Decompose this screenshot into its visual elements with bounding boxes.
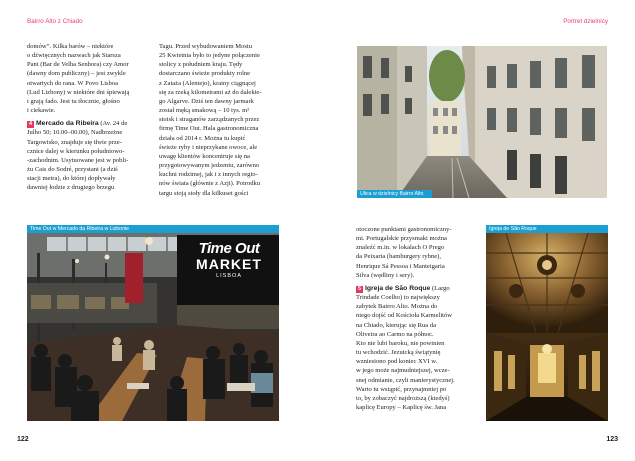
photo-caption-church: Igreja de São Roque [486,225,608,233]
text-line: mi. Portugalskie przysmaki można [356,235,447,243]
text-line: go Algarve. Dziś ten dawny jarmark [159,97,254,105]
market-photo [27,225,279,421]
text-line: Henrique Sá Pessoa i Manteigaria [356,262,445,270]
text-line: da Peixaria (hamburgery rybne), [356,253,441,261]
text-line: się za rzeką kilometrami aż do dalekie- [159,88,262,96]
text-line: kuchni rodzimej, jak i z innych regio- [159,171,258,179]
text-line: (dawny dom publiczny) – jest zwykle [27,70,126,78]
text-line: przygotowywanym jedzeniu, zarówno [159,162,260,170]
text-line: Tagu. Przed wybudowaniem Mostu [159,43,253,50]
text-line: targu stoją stoły dla kilkuset gości [159,189,249,197]
text-line: (Lud Lizbony) w niektóre dni śpiewają [27,88,130,96]
text-line: na Chiado, kierując się Rua da [356,321,436,329]
church-photo [486,225,608,421]
text-line: świeże ryby i nieprzykane owoce, ale [159,143,258,151]
photo-caption-street: Ulica w dzielnicy Bairro Alto [357,190,432,198]
text-line: został męką smakową – 10 tys. m² [159,107,250,115]
map-marker-4: 4 [28,121,33,128]
text-line: uwagę klientów koncentruje się na [159,152,250,160]
text-line: Targowisko, znajduje się tłwie prze- [27,138,122,146]
text-column-1 [27,42,149,193]
text-line: Trindade Coelho) to największy [356,294,440,302]
page-number-left: 122 [17,436,29,443]
text-line: dostarczano świeże produkty rolne [159,70,251,78]
text-line: stacji metra), do której dopływały [27,175,116,183]
section-heading-mercado [27,119,149,128]
text-line: znaleźć m.in. w lokalach O Prego [356,244,445,252]
text-line: o dźwięcznych nazwach jak Starsza [27,52,121,60]
text-line: Pani (Bar de Velha Senhora) czy Amor [27,61,129,69]
text-line: tu wchodzić. Jezuicką świątynię [356,349,441,357]
time-out-market-logo [187,241,271,279]
heading-rest: (Largo [430,284,450,292]
text-line: i grają fado. Jest tu tłocznie, głośno [27,97,120,105]
text-line: i ciekawie. [27,107,56,115]
logo-line-2: MARKET [196,256,262,272]
text-line: stolicy z południem kraju. Tędy [159,61,243,69]
text-line: otwartych do rana. W Povo Lisboa [27,79,119,87]
text-line: wzniesiono pod koniec XVI w. [356,358,438,366]
text-column-3 [356,225,478,412]
text-line: Warto tu wstąpić, przynajmniej po [356,385,447,393]
text-line: działa od 2014 r. Można tu kupić [159,134,246,142]
text-line: kaplicę Europy – Kaplicę św. Jana [356,403,447,411]
street-photo [357,46,607,198]
text-line: Julho 50; 10.00–00.00), Nadbrzeżne [27,129,123,137]
map-marker-5: 5 [357,285,362,292]
text-line: Kto nie lubi baroku, nie powinien [356,339,445,347]
street-photo-illustration [357,46,607,198]
text-line: Oliveira ao Carmo na północ. [356,330,434,338]
text-line: firmę Time Out. Hala gastronomiczna [159,125,259,133]
page-number-right: 123 [606,436,618,443]
section-heading-igreja [356,284,478,293]
church-photo-illustration [486,233,608,421]
text-line: snej odmianie, czyli manierystycznej. [356,376,455,384]
logo-line-1: Time Out [198,240,260,257]
running-header-left: Bairro Alto z Chiado [27,18,83,25]
text-line: stoisk i straganów zarządzanych przez [159,116,260,124]
text-line: z Zataża (Alentejo), krainy ciągnącej [159,79,256,87]
text-line: domów”. Kilka barów – niektóre [27,43,114,50]
text-line: to, by zobaczyć najdroższą (kiedyś) [356,394,450,402]
running-header-right: Portret dzielnicy [563,18,608,25]
heading-text: Igreja de São Roque [365,284,431,292]
text-line: nów świata (głównie z Azji). Poirodku [159,180,261,188]
text-line: żu Cais do Sodré, przystani (a dziś [27,166,118,174]
text-line: 25 Kwietnia było to jedyne połączenie [159,52,260,60]
text-line: w jego może najmudniejszej, wcze- [356,367,450,375]
text-line: dawniej łodzie z drugiego brzegu [27,184,115,192]
text-column-2 [159,42,281,198]
text-line: zabytek Bairro Alto. Można do [356,303,438,311]
text-line: otoczone punktami gastronomiczny- [356,226,452,233]
text-line: cznice dalej w kierunku południowo- [27,147,125,155]
text-line: niego dojść od Kościoła Karmelitów [356,312,453,320]
text-line: -zachodnim. Usytuowane jest w pobli- [27,156,129,164]
heading-rest: (Av. 24 de [98,120,128,128]
heading-text: Mercado da Ribeira [36,120,99,128]
logo-line-3: LISBOA [216,273,242,279]
text-line: Silva (wędliny i sery). [356,271,415,279]
photo-caption-market: Time Out w Mercado da Ribeira w Lizbonie [27,225,279,233]
